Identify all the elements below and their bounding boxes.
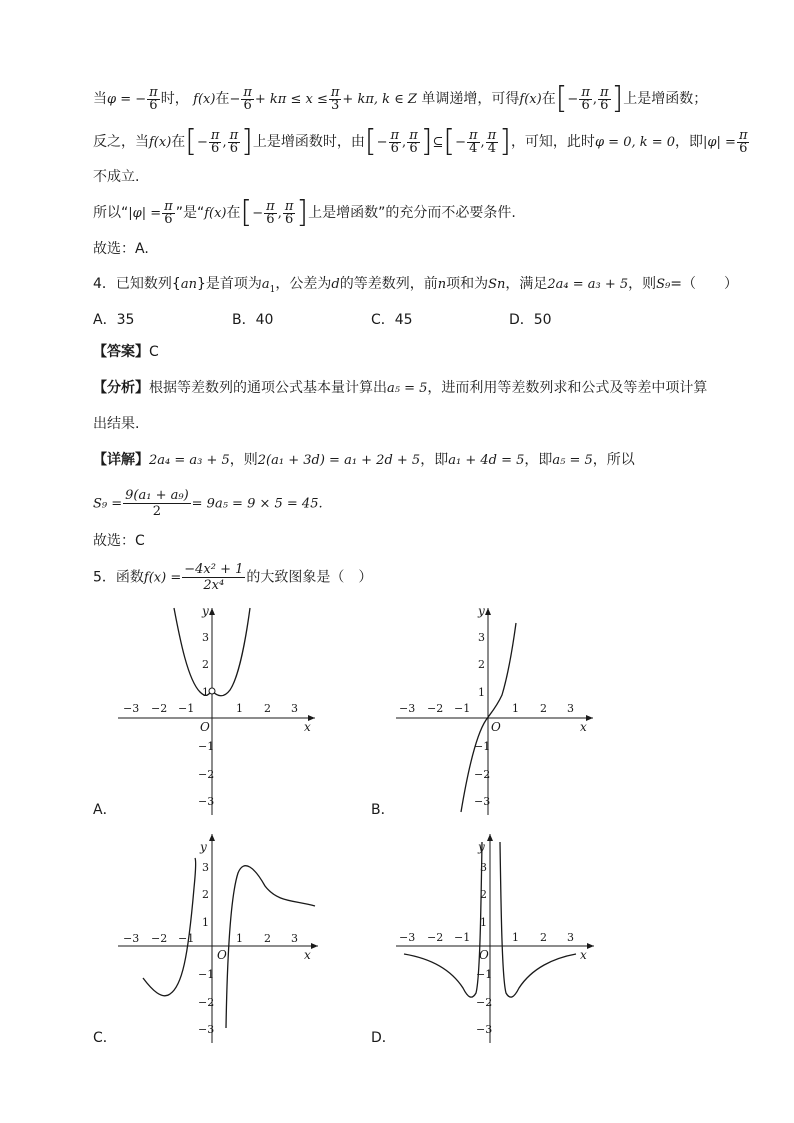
- graph-c: [110, 828, 330, 1048]
- q4-option-a: A．35: [93, 312, 135, 328]
- y-tick-label: −3: [476, 1023, 493, 1036]
- x-axis-name: x: [304, 948, 311, 962]
- q4-option-b: B．40: [232, 312, 274, 328]
- q4-analysis-1: 【分析】根据等差数列的通项公式基本量计算出a₅ = 5，进而利用等差数列求和公式及等差中项计算: [93, 380, 708, 396]
- y-axis-name: y: [202, 604, 209, 618]
- x-tick-label: −3: [123, 702, 140, 715]
- x-tick-label: 2: [264, 702, 271, 715]
- x-axis-arrow: [587, 943, 594, 949]
- y-tick-label: 2: [480, 888, 487, 901]
- q4-analysis-2: 出结果.: [93, 416, 140, 432]
- x-tick-label: 3: [291, 932, 298, 945]
- y-tick-label: −3: [198, 795, 215, 808]
- y-tick-label: 2: [478, 658, 485, 671]
- x-tick-label: −3: [123, 932, 140, 945]
- y-tick-label: 3: [480, 861, 487, 874]
- y-tick-label: 1: [202, 916, 209, 929]
- x-tick-label: −2: [151, 932, 168, 945]
- y-axis-name: y: [200, 840, 207, 854]
- x-tick-label: 3: [567, 702, 574, 715]
- y-axis-arrow: [487, 834, 493, 841]
- open-point: [209, 688, 215, 694]
- x-tick-label: −1: [454, 931, 471, 944]
- x-tick-label: 2: [264, 932, 271, 945]
- y-tick-label: −3: [474, 795, 491, 808]
- y-tick-label: 2: [202, 888, 209, 901]
- x-axis-name: x: [580, 948, 587, 962]
- curve-left: [404, 842, 482, 997]
- x-tick-label: 2: [540, 702, 547, 715]
- x-tick-label: 2: [540, 931, 547, 944]
- q4-answer: 【答案】C: [93, 344, 159, 360]
- x-tick-label: −1: [178, 702, 195, 715]
- origin-label: O: [200, 720, 210, 734]
- q4-detail-1: 【详解】2a₄ = a₃ + 5，则2(a₁ + 3d) = a₁ + 2d + 5，即a₁ + 4d = 5，即a₅ = 5，所以: [93, 452, 635, 468]
- origin-label: O: [491, 720, 501, 734]
- graph-d: [388, 828, 608, 1048]
- y-tick-label: −1: [476, 968, 493, 981]
- origin-label: O: [479, 948, 489, 962]
- q5-stem: 5．函数f(x) = $\frac{\text{−4x² + 1}}{\text{2x⁴}}$ 的大致图象是（ ）: [93, 562, 373, 593]
- y-tick-label: −2: [476, 996, 493, 1009]
- x-tick-label: −1: [178, 932, 195, 945]
- prev-line-2: 反之，当f(x)在[− $\frac{\pi}{6}$ , $\frac{\pi}{6}$ ]上是增函数时，由[− $\frac{\pi}{6}$ , $\frac{\pi}{6}$ ]⊆[− $\frac{\pi}{4}$ , $\frac{\pi}{4}$ ]，可知，此时φ = 0, k = 0，即|φ| = $\frac{\pi}{6}$: [93, 124, 748, 159]
- prev-choose: 故选：A.: [93, 241, 149, 257]
- graph-b: [388, 600, 608, 820]
- x-tick-label: −2: [427, 702, 444, 715]
- label-d: D．: [371, 1030, 396, 1046]
- x-tick-label: 1: [512, 931, 519, 944]
- x-tick-label: −2: [151, 702, 168, 715]
- label-c: C．: [93, 1030, 117, 1046]
- curve-left: [143, 858, 196, 996]
- x-tick-label: −2: [427, 931, 444, 944]
- q4-stem: 4．已知数列{an}是首项为$a_1$，公差为d的等差数列，前n项和为Sn，满足2a₄ = a₃ + 5，则S₉=（ ）: [93, 276, 738, 295]
- prev-line-4: 所以“|φ| = $\frac{\pi}{6}$ ”是“f(x)在[− $\frac{\pi}{6}$ , $\frac{\pi}{6}$ ]上是增函数”的充分而不必要条件.: [93, 195, 516, 230]
- x-tick-label: 1: [236, 702, 243, 715]
- x-tick-label: −1: [454, 702, 471, 715]
- x-tick-label: −3: [399, 702, 416, 715]
- y-tick-label: −1: [474, 740, 491, 753]
- q4-choose: 故选：C: [93, 533, 145, 549]
- y-tick-label: −3: [198, 1023, 215, 1036]
- y-tick-label: −2: [198, 768, 215, 781]
- prev-line-3: 不成立.: [93, 169, 140, 185]
- y-axis-name: y: [478, 840, 485, 854]
- y-tick-label: 3: [478, 631, 485, 644]
- y-tick-label: −2: [198, 996, 215, 1009]
- label-a: A．: [93, 802, 117, 818]
- y-tick-label: 3: [202, 631, 209, 644]
- curve-right: [226, 866, 315, 1028]
- y-axis-arrow: [209, 608, 215, 615]
- x-axis-arrow: [586, 715, 593, 721]
- y-axis-arrow: [485, 608, 491, 615]
- y-tick-label: −1: [198, 968, 215, 981]
- x-axis-arrow: [311, 943, 318, 949]
- graph-a: [110, 600, 330, 820]
- y-tick-label: 2: [202, 658, 209, 671]
- x-tick-label: 3: [291, 702, 298, 715]
- x-axis-name: x: [304, 720, 311, 734]
- q4-option-d: D．50: [509, 312, 552, 328]
- q4-option-c: C．45: [371, 312, 413, 328]
- y-axis-arrow: [209, 834, 215, 841]
- y-tick-label: −1: [198, 740, 215, 753]
- y-tick-label: 3: [202, 861, 209, 874]
- y-tick-label: −2: [474, 768, 491, 781]
- x-tick-label: 1: [236, 932, 243, 945]
- x-axis-name: x: [580, 720, 587, 734]
- y-tick-label: 1: [202, 686, 209, 699]
- y-tick-label: 1: [480, 916, 487, 929]
- x-tick-label: 1: [512, 702, 519, 715]
- label-b: B．: [371, 802, 395, 818]
- x-tick-label: −3: [399, 931, 416, 944]
- prev-line-1: 当φ = − $\frac{\pi}{6}$ 时， f(x)在− $\frac{\pi}{6}$ + kπ ≤ x ≤ $\frac{\pi}{3}$ + kπ, k ∈ Z 单调递增，可得f(x)在[− $\frac{\pi}{6}$ , $\frac{\pi}{6}$ ]上是增函数；: [93, 81, 708, 116]
- y-axis-name: y: [478, 604, 485, 618]
- q4-detail-2: S₉ = $\frac{\text{9(a₁ + a₉)}}{2}$ = 9a₅ = 9 × 5 = 45.: [93, 488, 323, 519]
- curve-right: [500, 842, 576, 997]
- x-tick-label: 3: [567, 931, 574, 944]
- y-tick-label: 1: [478, 686, 485, 699]
- origin-label: O: [217, 948, 227, 962]
